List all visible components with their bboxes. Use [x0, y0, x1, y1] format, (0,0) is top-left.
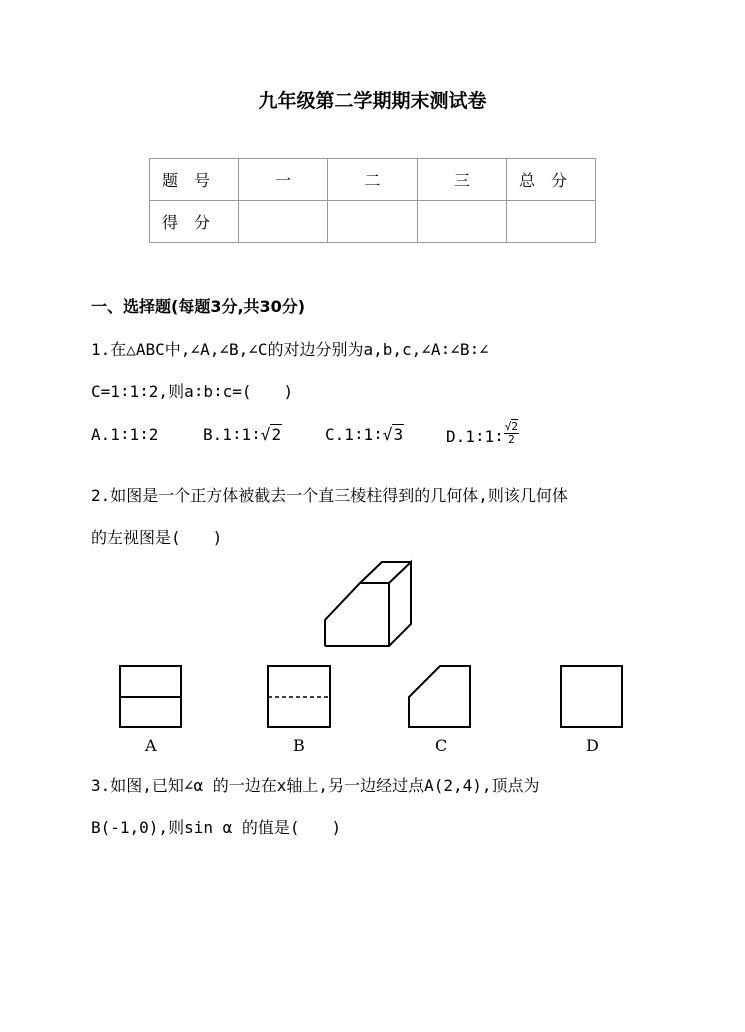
fraction-numerator-radicand: 2: [511, 420, 519, 433]
score-header-1: 一: [239, 159, 328, 201]
score-row-label: 得分: [150, 201, 239, 243]
option-a-label: A: [145, 736, 157, 755]
q1-option-a: A.1∶1∶2: [91, 425, 159, 444]
q1-option-c-prefix: C.1∶1∶: [325, 425, 383, 444]
q3-text-line1: 3.如图,已知∠α 的一边在x轴上,另一边经过点A(2,4),顶点为: [91, 776, 540, 795]
q1-text-line2: C=1∶1∶2,则a∶b∶c=( ): [91, 382, 294, 401]
q3-text-line2: B(-1,0),则sin α 的值是( ): [91, 818, 342, 837]
q2-text-line1: 2.如图是一个正方体被截去一个直三棱柱得到的几何体,则该几何体: [91, 486, 568, 505]
page-title: 九年级第二学期期末测试卷: [258, 90, 487, 112]
q2-text-line2: 的左视图是( ): [91, 528, 223, 547]
option-d-label: D: [586, 736, 599, 755]
q1-option-c-radicand: 3: [393, 425, 404, 444]
score-header-label: 题号: [150, 159, 239, 201]
score-header-2: 二: [328, 159, 418, 201]
option-a-view: [120, 666, 181, 727]
q1-option-d-prefix: D.1∶1∶: [446, 427, 504, 446]
sqrt-symbol: √2: [260, 425, 282, 444]
option-d-view: [561, 666, 622, 727]
option-b-label: B: [293, 736, 305, 755]
q1-option-b-prefix: B.1∶1∶: [203, 425, 261, 444]
option-c-view: [409, 666, 470, 727]
solid-figure: [325, 562, 411, 646]
fraction-denominator: 2: [508, 433, 515, 446]
q1-text-line1: 1.在△ABC中,∠A,∠B,∠C的对边分别为a,b,c,∠A∶∠B∶∠: [91, 340, 489, 359]
sqrt-symbol: √3: [382, 425, 404, 444]
score-header-total: 总分: [507, 159, 596, 201]
q1-option-b-radicand: 2: [271, 425, 282, 444]
section-heading: 一、选择题(每题3分,共30分): [91, 297, 306, 316]
fraction-numerator: √2: [504, 420, 519, 433]
score-header-3: 三: [418, 159, 507, 201]
option-b-view: [268, 666, 330, 727]
option-c-label: C: [435, 736, 448, 755]
